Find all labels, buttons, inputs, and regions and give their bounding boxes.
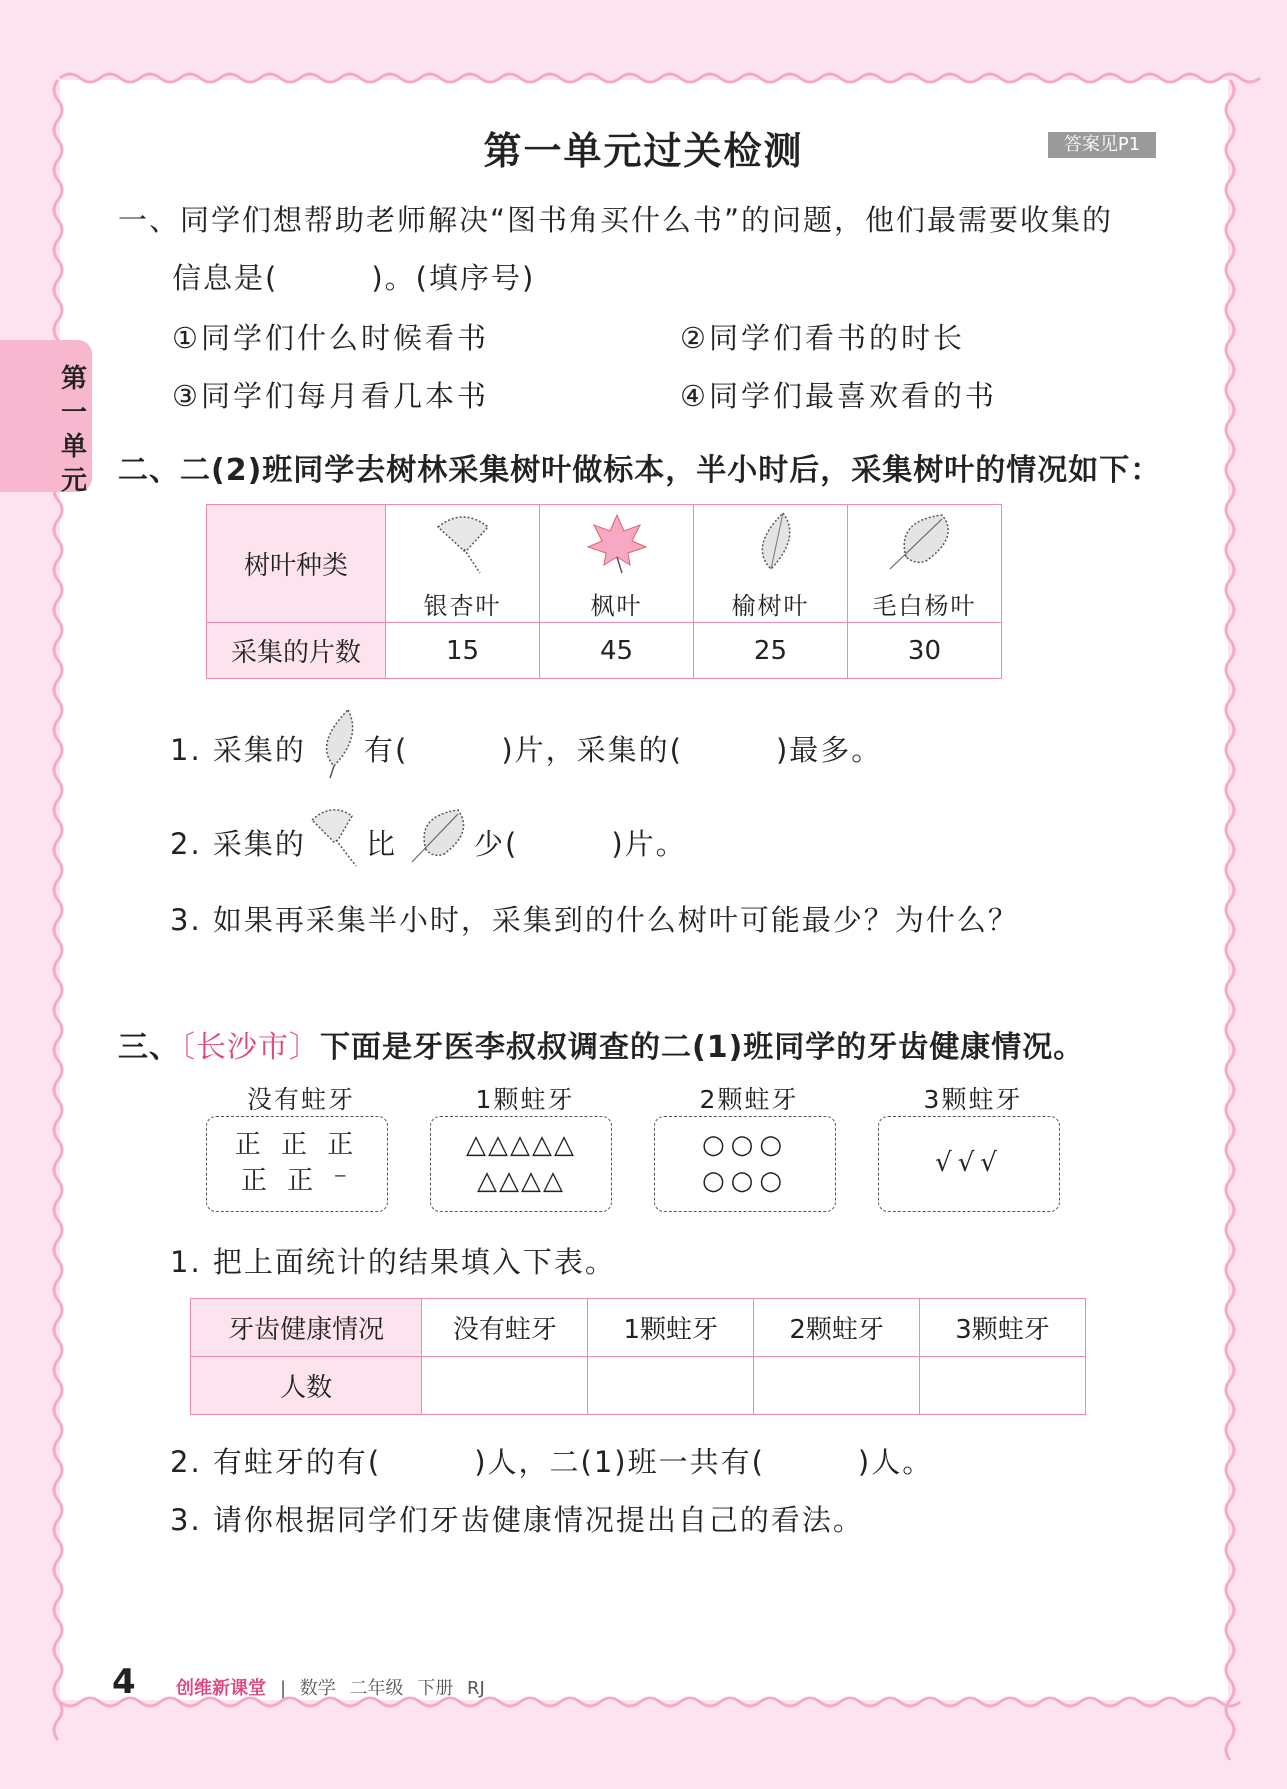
side-tab-char: 一: [60, 398, 87, 428]
leaf-count-elm: 25: [693, 623, 847, 679]
teeth-table-header: 牙齿健康情况: [191, 1299, 422, 1357]
leaf-count-ginkgo: 15: [386, 623, 540, 679]
q2-sub2-prefix: 2. 采集的: [170, 827, 306, 861]
teeth-table-col: 2颗蛀牙: [754, 1299, 920, 1357]
q2-sub1-rest: 有( )片，采集的( )最多。: [364, 733, 883, 767]
q1-line1: 一、同学们想帮助老师解决“图书角买什么书”的问题，他们最需要收集的: [118, 203, 1114, 237]
teeth-table-blank-cell[interactable]: [754, 1357, 920, 1415]
poplar-leaf-icon: [886, 507, 962, 577]
q3-prefix: 三、: [118, 1030, 180, 1065]
q3-sub2: 2. 有蛀牙的有( )人，二(1)班一共有( )人。: [170, 1445, 934, 1479]
q1-option-3: ③同学们每月看几本书: [172, 379, 489, 413]
page-title: 第一单元过关检测: [483, 129, 804, 173]
side-tab-char: 第: [60, 364, 87, 394]
leaf-cell-ginkgo: [386, 505, 540, 623]
ginkgo-leaf-icon: [428, 507, 498, 577]
leaf-count-maple: 45: [540, 623, 694, 679]
teeth-table-row-label: 人数: [191, 1357, 422, 1415]
teeth-table-header-row: [191, 1299, 1086, 1357]
unit-side-tab-label: [58, 362, 90, 498]
side-tab-char: 元: [60, 466, 87, 496]
tally-line: △△△△: [477, 1166, 565, 1196]
tally-box-three: [878, 1116, 1060, 1212]
teeth-table-col: 1颗蛀牙: [588, 1299, 754, 1357]
q3-sub3: 3. 请你根据同学们牙齿健康情况提出自己的看法。: [170, 1503, 864, 1537]
tally-line: √√√: [935, 1148, 1003, 1178]
teeth-table: [190, 1298, 1086, 1415]
leaf-name-maple: 枫叶: [590, 591, 643, 620]
leaf-table-row-counts: [207, 623, 1002, 679]
q1-option-2: ②同学们看书的时长: [680, 321, 965, 355]
tally-line: 正 正 正: [234, 1130, 360, 1160]
leaf-name-poplar: 毛白杨叶: [872, 591, 977, 620]
tally-line: △△△△△: [466, 1130, 576, 1160]
q2-sub2-rest: 少( )片。: [474, 827, 687, 861]
tally-box-two: [654, 1116, 836, 1212]
tally-line: ○○○: [701, 1130, 789, 1160]
q2-sub2-compare: 比: [366, 827, 398, 861]
leaf-cell-poplar: [847, 505, 1001, 623]
teeth-table-col: 3颗蛀牙: [920, 1299, 1086, 1357]
tally-label-two: 2颗蛀牙: [699, 1085, 799, 1114]
leaf-cell-elm: [693, 505, 847, 623]
tally-line: ○○○: [701, 1166, 789, 1196]
poplar-leaf-icon: [408, 804, 474, 870]
tally-box-one: [430, 1116, 612, 1212]
leaf-cell-maple: [540, 505, 694, 623]
tally-box-none: [206, 1116, 388, 1212]
q2-sub3: 3. 如果再采集半小时，采集到的什么树叶可能最少？为什么？: [170, 903, 1019, 937]
answer-reference-badge: 答案见P1: [1048, 132, 1156, 158]
q2-heading: 二、二(2)班同学去树林采集树叶做标本，半小时后，采集树叶的情况如下：: [118, 453, 1162, 488]
tally-label-one: 1颗蛀牙: [475, 1085, 575, 1114]
leaf-name-elm: 榆树叶: [731, 591, 810, 620]
page-number: 4: [112, 1662, 136, 1702]
footer-brand: 创维新课堂: [176, 1678, 266, 1699]
ginkgo-leaf-icon: [308, 800, 364, 872]
q1-line2: 信息是( )。(填序号): [172, 261, 536, 295]
teeth-table-col: 没有蛀牙: [422, 1299, 588, 1357]
q3-city-tag: 〔长沙市〕: [180, 1030, 320, 1065]
teeth-table-blank-cell[interactable]: [920, 1357, 1086, 1415]
leaf-table-header-types: 树叶种类: [207, 505, 386, 623]
leaf-table-row-types: [207, 505, 1002, 623]
side-tab-char: 单: [60, 432, 87, 462]
leaf-count-poplar: 30: [847, 623, 1001, 679]
elm-leaf-icon: [735, 507, 805, 577]
q1-option-4: ④同学们最喜欢看的书: [680, 379, 997, 413]
q3-heading: 下面是牙医李叔叔调查的二(1)班同学的牙齿健康情况。: [320, 1030, 1085, 1065]
leaf-table-header-counts: 采集的片数: [207, 623, 386, 679]
q3-heading-line: [118, 1022, 1084, 1066]
q3-sub1: 1. 把上面统计的结果填入下表。: [170, 1245, 616, 1279]
maple-leaf-icon: [582, 507, 652, 577]
tally-label-none: 没有蛀牙: [246, 1085, 355, 1114]
teeth-table-blank-cell[interactable]: [588, 1357, 754, 1415]
leaf-name-ginkgo: 银杏叶: [423, 591, 502, 620]
leaf-table: [206, 504, 1002, 679]
footer-book-info: | 数学 二年级 下册 RJ: [280, 1678, 485, 1699]
tally-label-three: 3颗蛀牙: [923, 1085, 1023, 1114]
q2-sub1-prefix: 1. 采集的: [170, 733, 306, 767]
teeth-table-blank-cell[interactable]: [422, 1357, 588, 1415]
teeth-table-count-row: [191, 1357, 1086, 1415]
tally-line: 正 正 ⁻: [240, 1166, 354, 1196]
elm-leaf-icon: [308, 706, 360, 780]
q1-option-1: ①同学们什么时候看书: [172, 321, 489, 355]
